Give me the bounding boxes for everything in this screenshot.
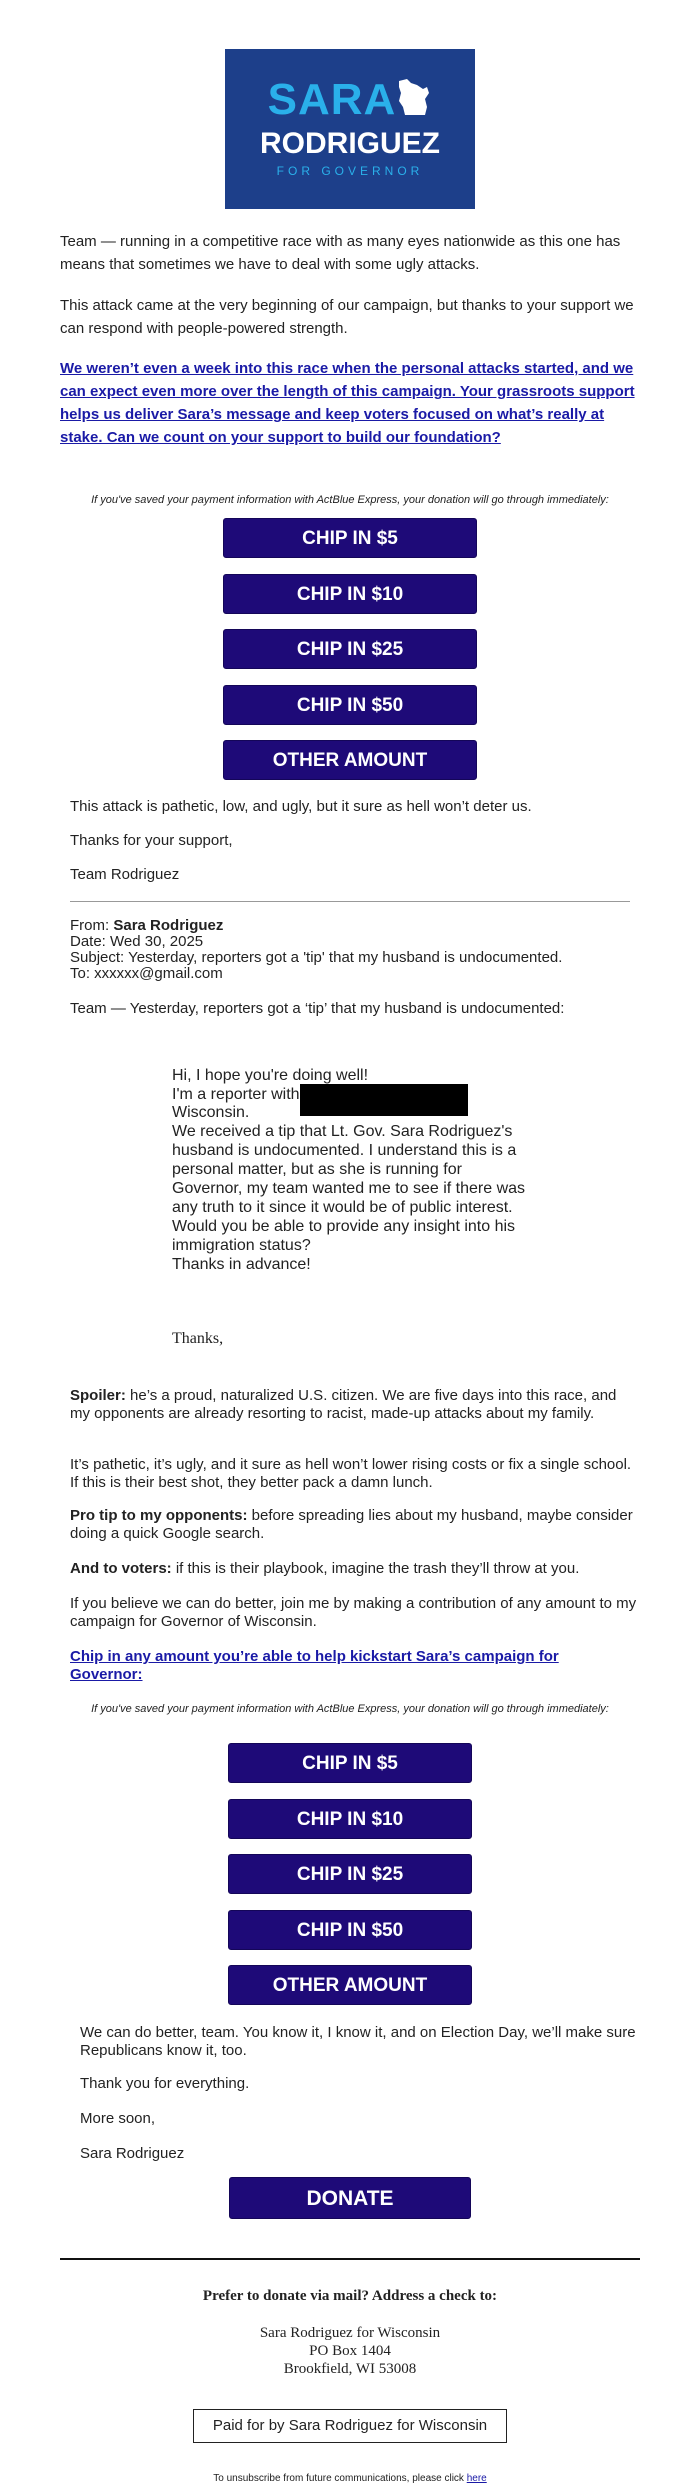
wisconsin-state-icon (397, 77, 431, 117)
forward-from (70, 918, 650, 934)
pro-tip-paragraph (70, 1507, 640, 1543)
address-line-2: PO Box 1404 (309, 2343, 391, 2359)
chip-in-10-button[interactable]: CHIP IN $10 (223, 574, 477, 614)
chip-in-10-button-2[interactable]: CHIP IN $10 (228, 1799, 472, 1839)
donate-button[interactable]: DONATE (229, 2177, 471, 2219)
forward-date: Date: Wed 30, 2025 (70, 933, 204, 950)
paid-for-by-box: Paid for by Sara Rodriguez for Wisconsin (193, 2409, 507, 2443)
address-line-1: Sara Rodriguez for Wisconsin (259, 2325, 441, 2341)
footer-divider (60, 2258, 640, 2260)
logo-subtitle: FOR GOVERNOR (276, 164, 424, 178)
quote-thanks-advance: Thanks in advance! (172, 1256, 311, 1273)
intro-paragraph-1: Team — running in a competitive race with as many eyes nationwide as this one has means that sometimes we have to deal with some ugly attacks. (60, 233, 621, 273)
unsubscribe-link[interactable]: here (466, 2473, 487, 2484)
unsubscribe-line (0, 2473, 700, 2484)
mail-donation-title: Prefer to donate via mail? Address a check to: (202, 2288, 498, 2304)
forward-subject: Subject: Yesterday, reporters got a 'tip' that my husband is undocumented. (70, 949, 563, 966)
chip-in-5-button-2[interactable]: CHIP IN $5 (228, 1743, 472, 1783)
from-name: Sara Rodriguez (113, 917, 224, 934)
actblue-note: If you've saved your payment information with ActBlue Express, your donation will go through immediately: (91, 494, 609, 506)
pro-tip-label: Pro tip to my opponents: (70, 1507, 248, 1524)
quote-body: We received a tip that Lt. Gov. Sara Rodriguez's husband is undocumented. I understand this is a personal matter, but as she is running for Governor, my team wanted me to see if there was any truth to it since it would be of public interest. Would you be able to provide any insight into his immigration status? (172, 1123, 526, 1254)
spoiler-paragraph (70, 1387, 640, 1423)
chip-in-50-button[interactable]: CHIP IN $50 (223, 685, 477, 725)
pro-tip-text: before spreading lies about my husband, maybe consider doing a quick Google search. (70, 1507, 633, 1542)
spoiler-text: he’s a proud, naturalized U.S. citizen. We are five days into this race, and my opponents are already resorting to racist, made-up attacks about my family. (70, 1387, 617, 1422)
from-label: From: (70, 917, 114, 934)
campaign-logo (225, 49, 475, 209)
kickstart-link[interactable]: Chip in any amount you’re able to help kickstart Sara’s campaign for Governor: (70, 1648, 559, 1683)
closing-signature: Sara Rodriguez (80, 2145, 185, 2162)
quote-greeting: Hi, I hope you're doing well! (172, 1067, 369, 1084)
closing-paragraph: We can do better, team. You know it, I know it, and on Election Day, we’ll make sure Republicans know it, too. (80, 2024, 636, 2059)
chip-in-50-button-2[interactable]: CHIP IN $50 (228, 1910, 472, 1950)
quoted-email (172, 1066, 532, 1274)
chip-in-5-button[interactable]: CHIP IN $5 (223, 518, 477, 558)
address-line-3: Brookfield, WI 53008 (283, 2361, 417, 2377)
chip-in-25-button[interactable]: CHIP IN $25 (223, 629, 477, 669)
team-signature: Team Rodriguez (70, 866, 180, 883)
actblue-note-2: If you've saved your payment information with ActBlue Express, your donation will go through immediately: (91, 1703, 609, 1715)
mail-address (0, 2324, 700, 2378)
forward-to: To: xxxxxx@gmail.com (70, 965, 223, 982)
other-amount-button-2[interactable]: OTHER AMOUNT (228, 1965, 472, 2005)
closing-thanks: Thank you for everything. (80, 2075, 250, 2092)
voters-text: if this is their playbook, imagine the trash they’ll throw at you. (171, 1560, 580, 1577)
voters-paragraph (70, 1560, 640, 1578)
other-amount-button[interactable]: OTHER AMOUNT (223, 740, 477, 780)
intro-donate-link[interactable]: We weren’t even a week into this race when the personal attacks started, and we can expect even more over the length of this campaign. Your grassroots support helps us deliver Sara’s message and keep voters focused on what’s really at stake. Can we count on your support to build our foundation? (60, 360, 635, 446)
chip-in-25-button-2[interactable]: CHIP IN $25 (228, 1854, 472, 1894)
spoiler-label: Spoiler: (70, 1387, 126, 1404)
quote-thanks: Thanks, (172, 1330, 224, 1347)
thanks-paragraph: Thanks for your support, (70, 832, 233, 849)
unsubscribe-text: To unsubscribe from future communications, please click (213, 2473, 467, 2484)
logo-last-name: RODRIGUEZ (260, 127, 440, 160)
intro-paragraph-2: This attack came at the very beginning of our campaign, but thanks to your support we can respond with people-powered strength. (60, 297, 634, 337)
divider (70, 901, 630, 902)
attack-paragraph: This attack is pathetic, low, and ugly, but it sure as hell won’t deter us. (70, 798, 532, 815)
voters-label: And to voters: (70, 1560, 172, 1577)
join-paragraph: If you believe we can do better, join me by making a contribution of any amount to my campaign for Governor of Wisconsin. (70, 1595, 637, 1630)
quote-location: Wisconsin. (172, 1104, 250, 1121)
redacted-block (300, 1084, 468, 1116)
logo-first-name: SARA (267, 75, 397, 124)
forward-lead: Team — Yesterday, reporters got a ‘tip’ that my husband is undocumented: (70, 1000, 565, 1017)
quote-reporter-text: I'm a reporter with (172, 1086, 300, 1103)
pathetic-paragraph: It’s pathetic, it’s ugly, and it sure as hell won’t lower rising costs or fix a single school. If this is their best shot, they better pack a damn lunch. (70, 1456, 632, 1491)
closing-more-soon: More soon, (80, 2110, 156, 2127)
